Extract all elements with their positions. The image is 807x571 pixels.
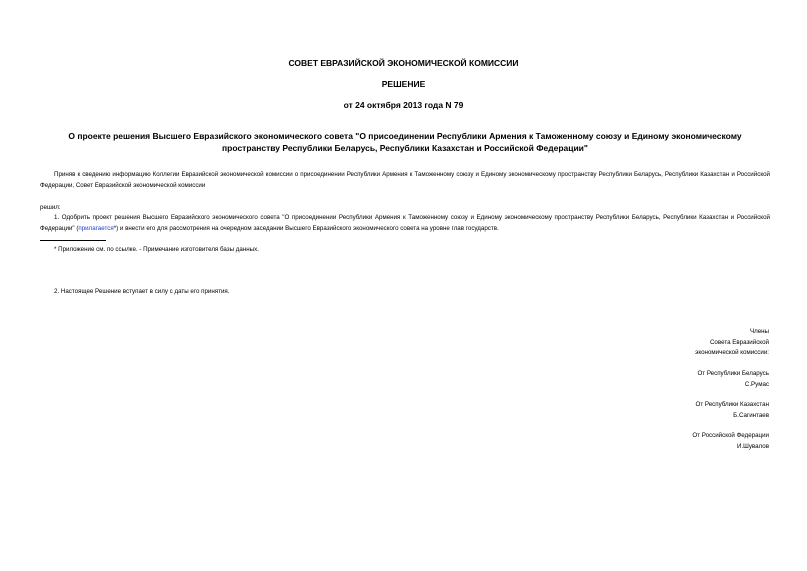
preamble-paragraph: Приняв к сведению информацию Коллегии Евразийской экономической комиссии о присоединении Республики Армения к Таможенному союзу и Единому экономическому пространству Республики Беларусь, Республики Казахстан и Российской Федерации, Совет Евразийской экономической комиссии (40, 171, 770, 189)
signature-belarus-from: От Республики Беларусь (697, 370, 769, 377)
signature-russia-from: От Российской Федерации (692, 432, 769, 439)
document-type-heading: РЕШЕНИЕ (381, 79, 426, 89)
item-1-paragraph (40, 213, 770, 234)
item-1-text-before: 1. Одобрить проект решения Высшего Евразийского экономического совета "О присоединении Республики Армения к Таможенному союзу и Единому экономическому пространству Республики Беларусь, Республики Казахстан и Российской Федерации" ( (40, 214, 770, 232)
signature-russia (529, 431, 769, 452)
resolved-label: решил: (40, 204, 61, 211)
signature-belarus-name: С.Румас (744, 380, 769, 388)
date-number-heading: от 24 октября 2013 года N 79 (343, 100, 464, 110)
signature-russia-name: И.Шувалов (737, 442, 769, 450)
signature-kazakhstan-from: От Республики Казахстан (695, 401, 769, 408)
members-line-3: экономической комиссии: (695, 349, 769, 356)
document-title-line-2: пространству Республики Беларусь, Республики Казахстан и Российской Федерации" (222, 143, 588, 153)
members-line-2: Совета Евразийской (709, 338, 769, 346)
item-1-text-after: *) и внести его для рассмотрения на очередном заседании Высшего Евразийского экономического совета на уровне глав государств. (113, 224, 499, 232)
signature-kazakhstan (529, 400, 769, 421)
document-title-line-1: О проекте решения Высшего Евразийского экономического совета "О присоединении Республики Армения к Таможенному союзу и Единому экономическому (68, 131, 742, 141)
signature-members-block (529, 327, 769, 359)
signature-belarus (529, 369, 769, 390)
members-line-1: Члены (749, 328, 769, 335)
footnote-divider (40, 240, 106, 241)
item-2-paragraph: 2. Настоящее Решение вступает в силу с даты его принятия. (54, 288, 230, 295)
organization-heading: СОВЕТ ЕВРАЗИЙСКОЙ ЭКОНОМИЧЕСКОЙ КОМИССИИ (288, 58, 519, 68)
signature-kazakhstan-name: Б.Сагинтаев (733, 411, 769, 419)
footnote: * Приложение см. по ссылке. - Примечание изготовителя базы данных. (54, 246, 259, 253)
document-title (45, 130, 765, 154)
annex-link[interactable]: прилагается (78, 224, 114, 232)
